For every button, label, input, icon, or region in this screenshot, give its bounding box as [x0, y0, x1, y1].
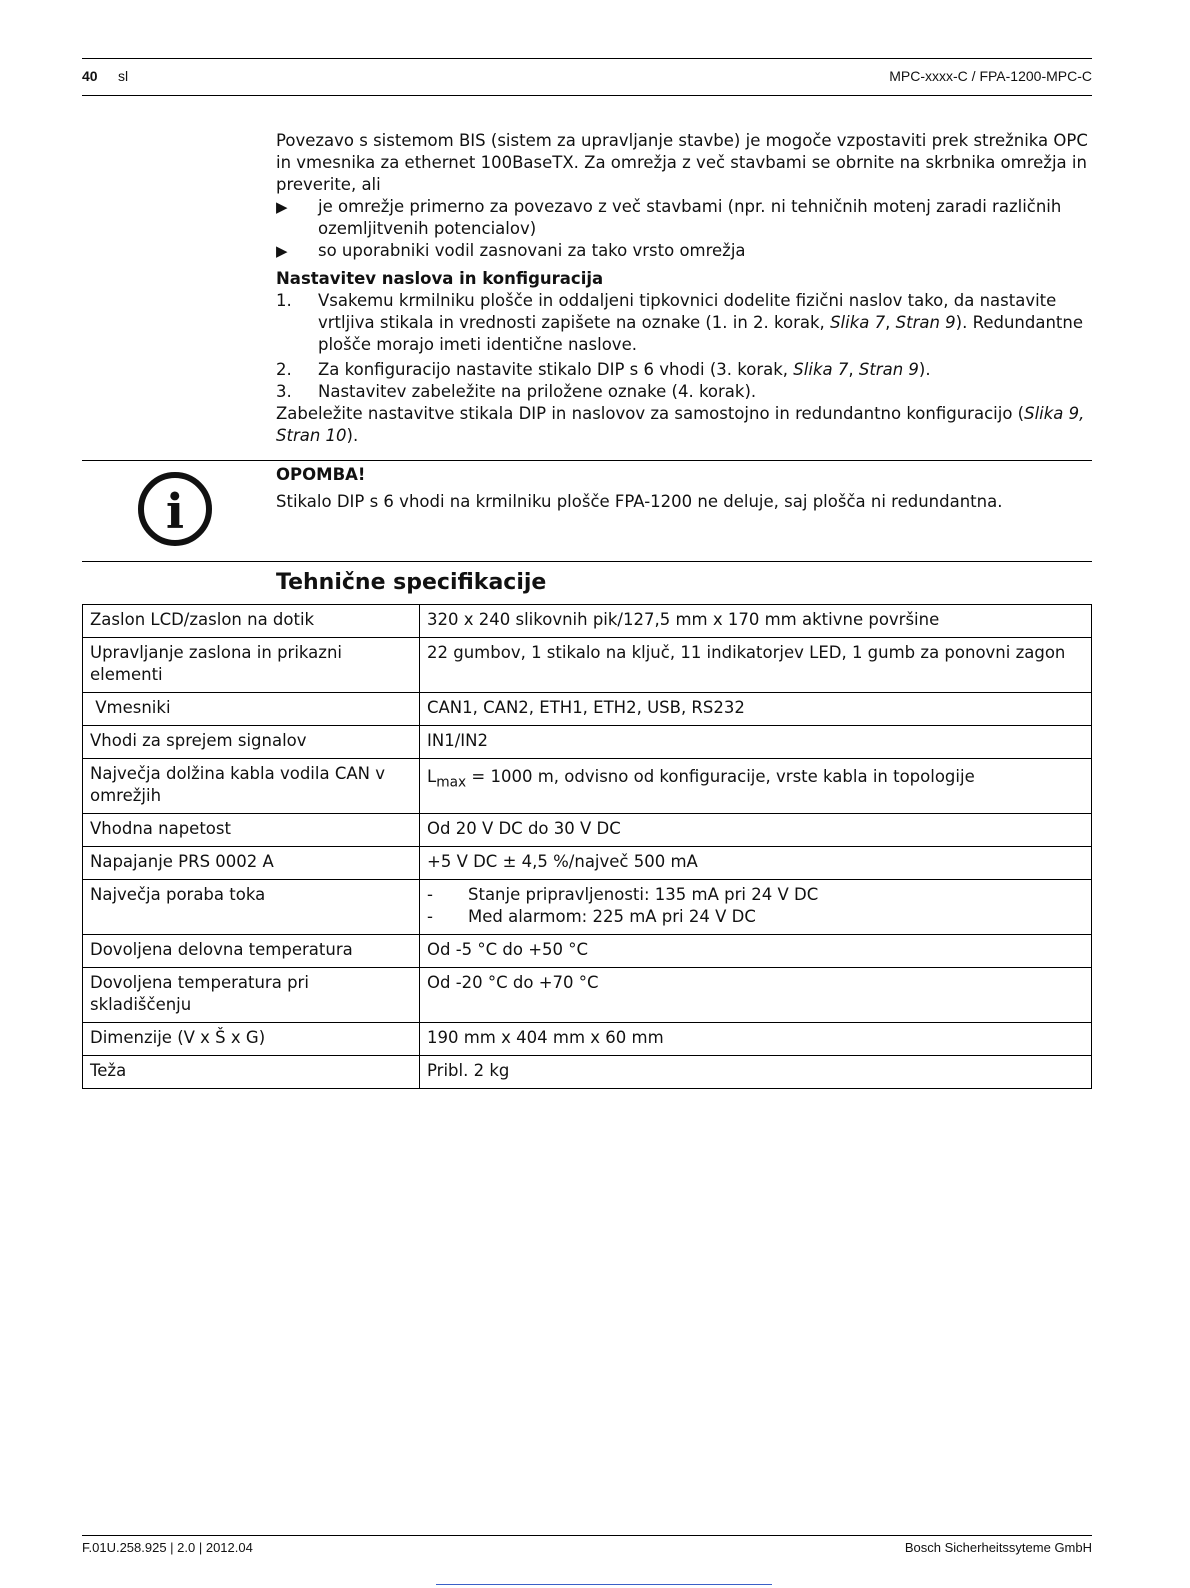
spec-label: Vhodi za sprejem signalov	[83, 726, 420, 759]
step-number: 3.	[276, 382, 292, 401]
page-footer	[82, 1535, 1092, 1555]
step-number: 1.	[276, 291, 292, 310]
intro-paragraph: Povezavo s sistemom BIS (sistem za upravljanje stavbe) je mogoče vzpostaviti prek strežnika OPC in vmesnika za ethernet 100BaseTX. Za omrežja z več stavbami se obrnite na skrbnika omrežja in preverite, ali	[276, 131, 1088, 194]
info-icon	[137, 471, 213, 547]
bullet-arrow-icon: ▶	[276, 198, 288, 216]
svg-text:i: i	[165, 484, 185, 540]
step-text: Vsakemu krmilniku plošče in oddaljeni tipkovnici dodelite fizični naslov tako, da nastavite vrtljiva stikala in vrednosti zapišete na oznake (1. in 2. korak,	[318, 291, 1057, 332]
bullet-text: so uporabniki vodil zasnovani za tako vrsto omrežja	[318, 241, 746, 260]
step-text-end: ). Redundantne plošče morajo imeti identične naslove.	[318, 313, 1083, 354]
page-number: 40	[82, 68, 98, 84]
section-title: Tehnične specifikacije	[276, 570, 547, 595]
table-row	[83, 880, 1092, 935]
spec-value-symbol: L	[427, 767, 437, 786]
bullet-item	[276, 240, 1092, 262]
divider	[436, 1584, 772, 1585]
table-row	[83, 726, 1092, 759]
figure-reference[interactable]: Slika 9, Stran 10	[276, 404, 1085, 445]
spec-value-subscript: max	[436, 774, 467, 791]
list-item	[427, 884, 1084, 906]
ref-separator: ,	[885, 313, 896, 332]
table-row	[83, 759, 1092, 814]
list-item-text: Stanje pripravljenosti: 135 mA pri 24 V DC	[468, 885, 819, 904]
spec-label: Največja dolžina kabla vodila CAN v omrežjih	[83, 759, 420, 814]
table-row	[83, 638, 1092, 693]
table-row	[83, 1056, 1092, 1089]
dash-marker: -	[427, 907, 433, 926]
spec-label: Dovoljena temperatura pri skladiščenju	[83, 968, 420, 1023]
step-text-end: ).	[918, 360, 931, 379]
bullet-arrow-icon: ▶	[276, 242, 288, 260]
table-row	[83, 693, 1092, 726]
body-text	[276, 130, 1092, 447]
spec-label: Upravljanje zaslona in prikazni elementi	[83, 638, 420, 693]
spec-label: Zaslon LCD/zaslon na dotik	[83, 605, 420, 638]
step-text: Nastavitev zabeležite na priložene oznake (4. korak).	[318, 382, 757, 401]
figure-reference[interactable]: Slika 7	[793, 360, 849, 379]
note-text: Stikalo DIP s 6 vhodi na krmilniku plošče FPA-1200 ne deluje, saj plošča ni redundantna.	[276, 492, 1003, 511]
figure-reference[interactable]: Slika 7	[830, 313, 886, 332]
step-item	[276, 359, 1092, 381]
spec-value: CAN1, CAN2, ETH1, ETH2, USB, RS232	[420, 693, 1092, 726]
document-id: F.01U.258.925 | 2.0 | 2012.04	[82, 1540, 253, 1555]
spec-label: Dimenzije (V x Š x G)	[83, 1023, 420, 1056]
spec-label: Napajanje PRS 0002 A	[83, 847, 420, 880]
spec-value: Od -5 °C do +50 °C	[420, 935, 1092, 968]
spec-value	[420, 880, 1092, 935]
page-reference[interactable]: Stran 9	[858, 360, 919, 379]
dash-marker: -	[427, 885, 433, 904]
spec-value	[420, 759, 1092, 814]
language-code: sl	[118, 68, 129, 84]
page-reference[interactable]: Stran 9	[895, 313, 956, 332]
spec-value: 190 mm x 404 mm x 60 mm	[420, 1023, 1092, 1056]
config-heading: Nastavitev naslova in konfiguracija	[276, 269, 604, 288]
spec-value: IN1/IN2	[420, 726, 1092, 759]
table-row	[83, 935, 1092, 968]
spec-value: Od -20 °C do +70 °C	[420, 968, 1092, 1023]
table-row	[83, 968, 1092, 1023]
spec-label: Največja poraba toka	[83, 880, 420, 935]
closing-paragraph	[276, 403, 1092, 447]
spec-value: 22 gumbov, 1 stikalo na ključ, 11 indikatorjev LED, 1 gumb za ponovni zagon	[420, 638, 1092, 693]
table-row	[83, 847, 1092, 880]
spec-label: Dovoljena delovna temperatura	[83, 935, 420, 968]
spec-table	[82, 604, 1092, 1089]
page-header	[82, 58, 1092, 96]
spec-label: Vmesniki	[83, 693, 420, 726]
spec-value: Od 20 V DC do 30 V DC	[420, 814, 1092, 847]
company-name: Bosch Sicherheitssyteme GmbH	[904, 1540, 1092, 1555]
ref-separator: ,	[848, 360, 859, 379]
spec-value: 320 x 240 slikovnih pik/127,5 mm x 170 mm aktivne površine	[420, 605, 1092, 638]
closing-text-end: ).	[346, 426, 359, 445]
model-name: MPC-xxxx-C / FPA-1200-MPC-C	[889, 68, 1092, 84]
note-box	[82, 460, 1092, 562]
spec-value: +5 V DC ± 4,5 %/največ 500 mA	[420, 847, 1092, 880]
note-title: OPOMBA!	[276, 465, 366, 484]
spec-label: Teža	[83, 1056, 420, 1089]
bullet-item	[276, 196, 1092, 240]
spec-label: Vhodna napetost	[83, 814, 420, 847]
list-item-text: Med alarmom: 225 mA pri 24 V DC	[468, 907, 756, 926]
spec-value-text: = 1000 m, odvisno od konfiguracije, vrste kabla in topologije	[466, 767, 975, 786]
step-item	[276, 381, 1092, 403]
table-row	[83, 814, 1092, 847]
spec-value: Pribl. 2 kg	[420, 1056, 1092, 1089]
step-number: 2.	[276, 360, 292, 379]
bullet-text: je omrežje primerno za povezavo z več stavbami (npr. ni tehničnih motenj zaradi različnih ozemljitvenih potencialov)	[318, 197, 1062, 238]
step-item	[276, 290, 1092, 356]
closing-text: Zabeležite nastavitve stikala DIP in naslovov za samostojno in redundantno konfiguracijo (	[276, 404, 1025, 423]
table-row	[83, 1023, 1092, 1056]
list-item	[427, 906, 1084, 928]
table-row	[83, 605, 1092, 638]
step-text: Za konfiguracijo nastavite stikalo DIP s 6 vhodi (3. korak,	[318, 360, 794, 379]
